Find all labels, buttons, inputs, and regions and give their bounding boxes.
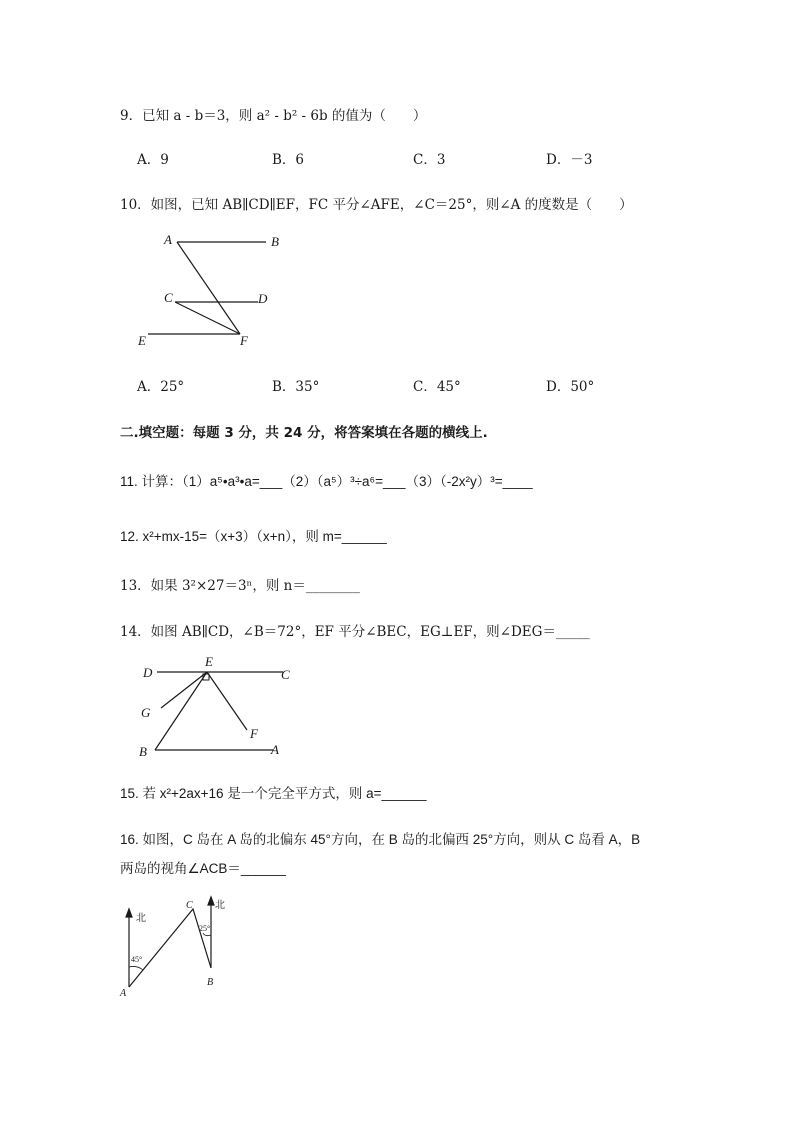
q9-option-c: C．3 [413,152,446,168]
label-a: A [120,988,127,999]
q11-text: 11. 计算：（1）a⁵•a³•a=___（2）（a⁵）³÷a⁶=___（3）（-2x²y）³=____ [120,474,533,489]
label-north-1: 北 [136,913,146,924]
q9-stem: 9．已知 a - b＝3，则 a² - b² - 6b 的值为（ ） [120,108,427,124]
q10-option-c: C．45° [413,379,461,395]
label-25: 25° [199,924,211,933]
label-b: B [271,234,279,249]
label-a: A [164,232,172,247]
label-d: D [143,665,153,680]
label-a: A [271,742,279,757]
north-arrow-a [126,909,132,917]
north-arrow-b [208,897,214,905]
q10-option-a: A．25° [137,379,185,395]
label-b: B [139,744,147,759]
q15-text: 15. 若 x²+2ax+16 是一个完全平方式，则 a=______ [120,786,427,801]
label-f: F [240,333,248,348]
q9-option-d: D．－3 [546,152,593,168]
label-g: G [141,705,151,720]
label-e: E [138,333,146,348]
label-d: D [258,291,268,306]
label-b: B [207,977,214,988]
line-eb [155,672,207,750]
label-e: E [205,654,213,669]
label-north-2: 北 [215,900,225,911]
q9-option-a: A．9 [137,152,169,168]
q10-option-b: B．35° [272,379,320,395]
q12-text: 12. x²+mx-15=（x+3）（x+n），则 m=______ [120,529,387,544]
q16-line2: 两岛的视角∠ACB＝______ [120,861,286,876]
q14-stem: 14．如图 AB∥CD，∠B＝72°，EF 平分∠BEC，EG⊥EF，则∠DEG＝_____ [120,624,590,640]
label-c: C [281,667,290,682]
line-cf [175,302,240,334]
line-eg [161,672,207,708]
label-f: F [250,726,258,741]
angle-arc-45 [129,966,143,970]
q16-figure [115,895,230,1000]
q10-option-d: D．50° [546,379,595,395]
section-heading: 二.填空题：每题 3 分，共 24 分，将答案填在各题的横线上. [120,425,488,441]
label-45: 45° [131,955,143,964]
label-c: C [186,900,193,911]
q13-text: 13．如果 3²×27＝3ⁿ，则 n＝________ [120,578,360,594]
angle-arc-25 [203,933,211,936]
label-c: C [164,290,173,305]
line-af [177,242,240,334]
q16-line1: 16. 如图，C 岛在 A 岛的北偏东 45°方向，在 B 岛的北偏西 25°方向，则从 C 岛看 A，B [120,832,641,847]
line-ef [207,672,247,730]
q10-stem: 10．如图，已知 AB∥CD∥EF，FC 平分∠AFE，∠C＝25°，则∠A 的度数是（ ） [120,197,633,213]
q9-option-b: B．6 [272,152,305,168]
q14-figure [135,652,300,762]
q10-figure [130,228,290,353]
